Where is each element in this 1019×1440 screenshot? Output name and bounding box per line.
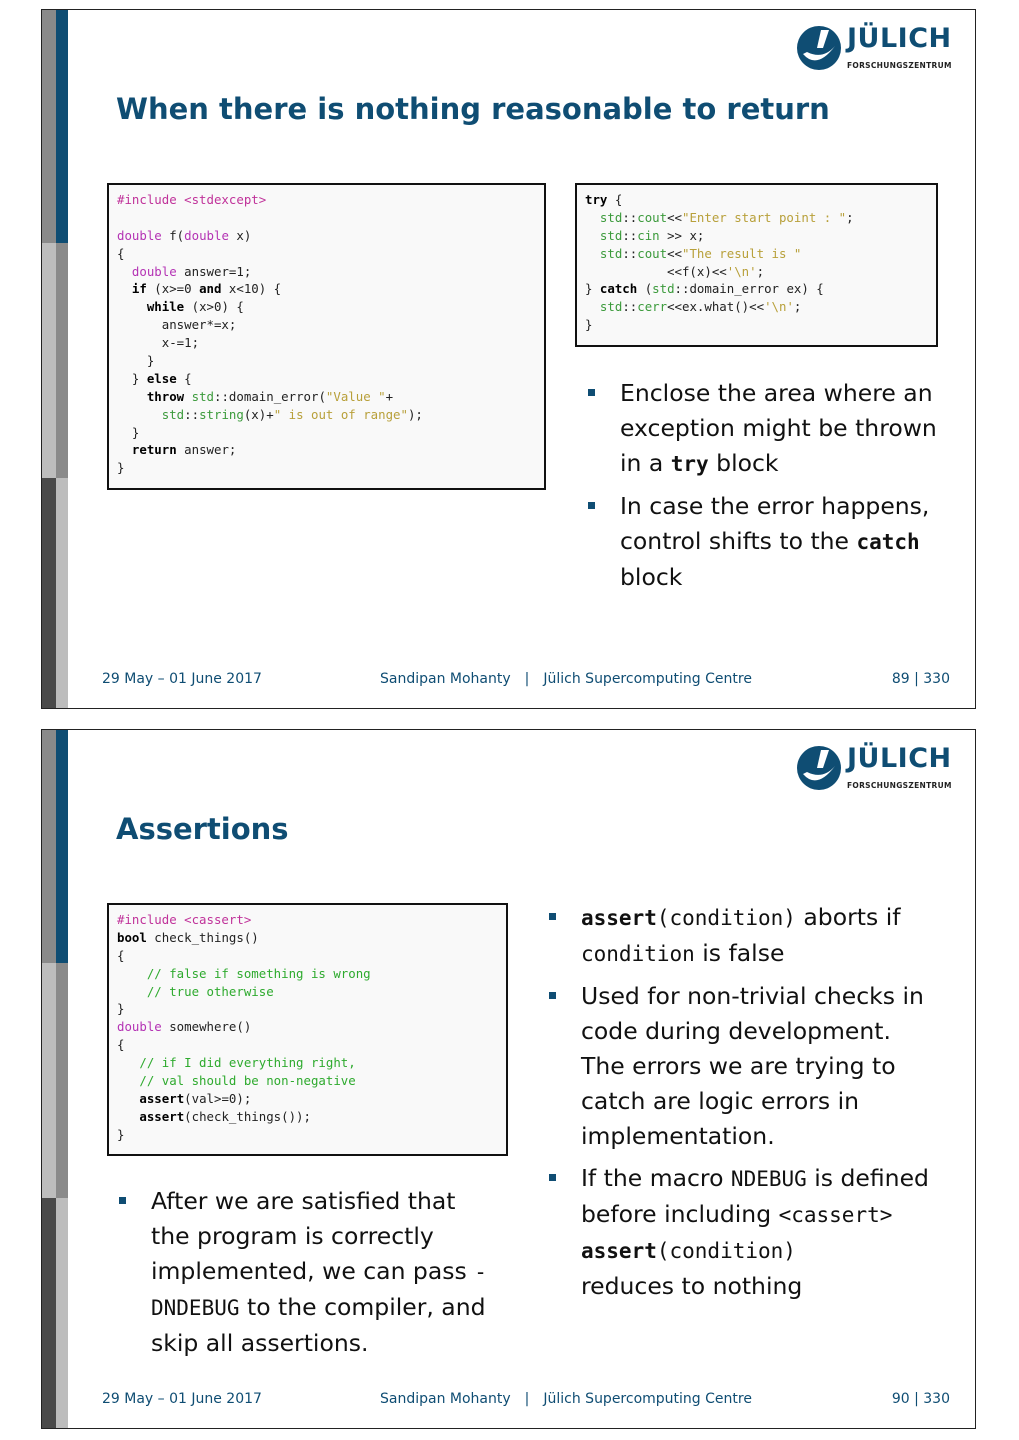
logo-subtitle: FORSCHUNGSZENTRUM	[847, 781, 952, 790]
slide-title: Assertions	[116, 812, 289, 846]
code-block-assert: #include <cassert> bool check_things() { // false if something is wrong // true otherwise } double somewhere() { // if I did everything right, // val should be non-negative assert(val>=0); assert(check_things()); }	[107, 903, 508, 1156]
footer-date: 29 May – 01 June 2017	[102, 671, 262, 687]
juelich-logo-icon	[795, 744, 843, 792]
bullet-list-right	[581, 900, 941, 1311]
logo-subtitle: FORSCHUNGSZENTRUM	[847, 61, 952, 70]
slide-90	[41, 729, 976, 1429]
footer-credits: Sandipan Mohanty | Jülich Supercomputing Centre	[380, 1391, 752, 1407]
juelich-logo	[795, 21, 953, 77]
bullet-item: After we are satisfied that the program is correctly implemented, we can pass -DNDEBUG to the compiler, and skip all assertions.	[151, 1184, 491, 1361]
code-block-function: #include <stdexcept> double f(double x) { double answer=1; if (x>=0 and x<10) { while (x>0) { answer*=x; x-=1; } } else { throw std::domain_error("Value "+ std::string(x)+" is out of range"); } return answer; }	[107, 183, 546, 490]
logo-name: JÜLICH	[847, 743, 952, 774]
bullet-item: Used for non-trivial checks in code during development. The errors we are trying to catch are logic errors in implementation.	[581, 979, 941, 1154]
page-number: 89 | 330	[891, 671, 950, 687]
footer-credits: Sandipan Mohanty | Jülich Supercomputing Centre	[380, 671, 752, 687]
bullet-item: Enclose the area where an exception might be thrown in a try block	[620, 376, 950, 482]
bullet-item: If the macro NDEBUG is defined before including <cassert> assert(condition) reduces to nothing	[581, 1161, 941, 1304]
bullet-list	[620, 376, 950, 602]
code-block-try-catch: try { std::cout<<"Enter start point : "; std::cin >> x; std::cout<<"The result is " <<f(x)<<'\n'; } catch (std::domain_error ex) { std::cerr<<ex.what()<<'\n'; }	[575, 183, 938, 347]
bullet-item: In case the error happens, control shifts to the catch block	[620, 489, 950, 595]
juelich-logo-icon	[795, 24, 843, 72]
slide-title: When there is nothing reasonable to return	[116, 92, 830, 126]
juelich-logo	[795, 741, 953, 797]
bullet-item: assert(condition) aborts if condition is false	[581, 900, 941, 972]
slide-89	[41, 9, 976, 709]
bullet-list-left	[151, 1184, 491, 1368]
page-number: 90 | 330	[891, 1391, 950, 1407]
side-bar	[42, 730, 68, 1428]
logo-name: JÜLICH	[847, 23, 952, 54]
side-bar	[42, 10, 68, 708]
footer-date: 29 May – 01 June 2017	[102, 1391, 262, 1407]
